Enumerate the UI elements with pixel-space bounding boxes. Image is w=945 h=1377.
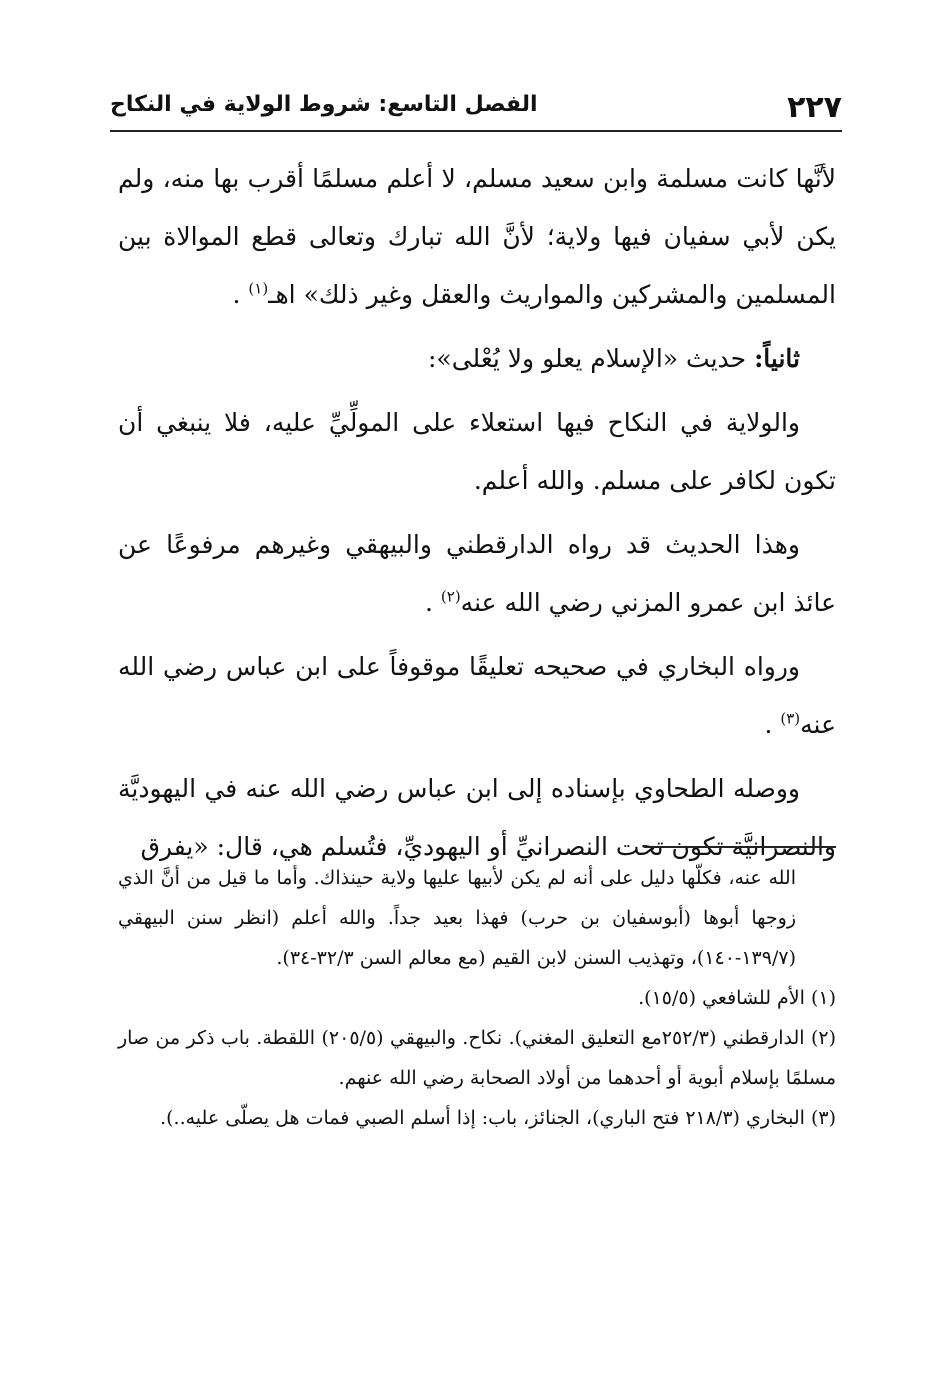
footnote-ref-3: (٣) bbox=[780, 709, 801, 728]
footnote-2: (٢) الدارقطني (٢٥٢/٣مع التعليق المغني). نكاح. والبيهقي (٢٠٥/٥) اللقطة. باب ذكر من صار مسلمًا بإسلام أبوية أو أحدهما من أولاد الصحابة رضي الله عنهم. bbox=[118, 1027, 836, 1089]
paragraph-2 bbox=[118, 330, 836, 388]
main-text bbox=[118, 150, 836, 882]
paragraph-5: ورواه البخاري في صحيحه تعليقًا موقوفاً على ابن عباس رضي الله عنه$^{(٣)}$ . bbox=[118, 652, 836, 739]
footnote-3: (٣) البخاري (٢١٨/٣ فتح الباري)، الجنائز، باب: إذا أسلم الصبي فمات هل يصلّى عليه..). bbox=[160, 1107, 836, 1129]
paragraph-3-text: والولاية في النكاح فيها استعلاء على المولِّيِّ عليه، فلا ينبغي أن تكون لكافر على مسلم. والله أعلم. bbox=[118, 408, 836, 495]
footnote-continuation: الله عنه، فكلّها دليل على أنه لم يكن لأبيها عليها ولاية حينذاك. وأما ما قيل من أنَّ الذي زوجها أبوها (أبوسفيان بن حرب) فهذا بعيد جداً. والله أعلم (انظر سنن البيهقي (١٣٩/٧-١٤٠)، وتهذيب السنن لابن القيم (مع معالم السن ٣٢/٣-٣٤). bbox=[118, 867, 796, 969]
paragraph-1-text: لأنَّها كانت مسلمة وابن سعيد مسلم، لا أعلم مسلمًا أقرب بها منه، ولم يكن لأبي سفيان فيها ولاية؛ لأنَّ الله تبارك وتعالى قطع الموالاة بين المسلمين والمشركين والمواريث والعقل وغير ذلك» اهـ bbox=[118, 164, 836, 309]
section-lead: ثانياً: bbox=[754, 344, 800, 373]
paragraph-2-text: حديث «الإسلام يعلو ولا يُعْلى»: bbox=[428, 344, 747, 373]
footnotes bbox=[118, 858, 836, 1138]
footnote-ref-1: (١) bbox=[248, 279, 269, 298]
chapter-title: الفصل التاسع: شروط الولاية في النكاح bbox=[110, 92, 538, 117]
footnote-1: (١) الأم للشافعي (١٥/٥). bbox=[638, 987, 836, 1009]
page-number: ٢٢٧ bbox=[787, 90, 842, 125]
paragraph-4-text: وهذا الحديث قد رواه الدارقطني والبيهقي وغيرهم مرفوعًا عن عائذ ابن عمرو المزني رضي الله عنه bbox=[118, 530, 836, 617]
paragraph-6-text: ووصله الطحاوي بإسناده إلى ابن عباس رضي الله عنه في اليهوديَّة والنصرانيَّة تكون تحت النصرانيِّ أو اليهوديِّ، فتُسلم هي، قال: «يفرق bbox=[118, 774, 836, 861]
footnote-ref-2: (٢) bbox=[440, 587, 461, 606]
footnote-separator bbox=[644, 846, 836, 848]
paragraph-4: وهذا الحديث قد رواه الدارقطني والبيهقي وغيرهم مرفوعًا عن عائذ ابن عمرو المزني رضي الله عنه$^{(٢)}$ . bbox=[118, 530, 836, 617]
page-header bbox=[110, 84, 842, 132]
paragraph-3 bbox=[118, 394, 836, 510]
paragraph-1: لأنَّها كانت مسلمة وابن سعيد مسلم، لا أعلم مسلمًا أقرب بها منه، ولم يكن لأبي سفيان فيها ولاية؛ لأنَّ الله تبارك وتعالى قطع الموالاة بين المسلمين والمشركين والمواريث والعقل وغير ذلك» اهـ$^{(١)}$ . bbox=[118, 164, 836, 309]
paragraph-5-text: ورواه البخاري في صحيحه تعليقًا موقوفاً على ابن عباس رضي الله عنه bbox=[118, 652, 836, 739]
